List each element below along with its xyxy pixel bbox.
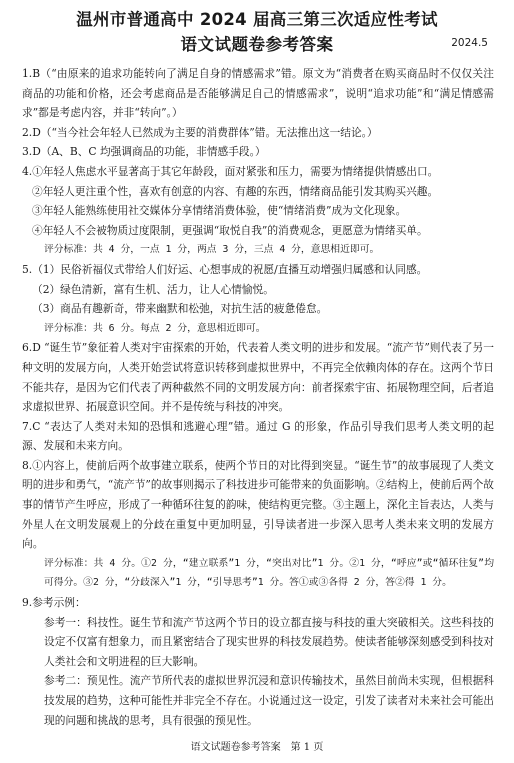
page-footer: 语文试题卷参考答案 第 1 页 [190,742,324,753]
answer-q5-point3: （3）商品有趣新奇，带来幽默和松弛，对抗生活的疲惫倦怠。 [32,302,328,316]
answer-q4-point1: 4.①年轻人焦虑水平显著高于其它年龄段，面对紧张和压力，需要为情绪提供情感出口。 [22,164,439,178]
answer-q2: 2.D（“当今社会年轻人已然成为主要的消费群体”错。无法推出这一结论。） [22,125,378,139]
answer-q4-point2: ②年轻人更注重个性，喜欢有创意的内容、有趣的东西，情绪商品能引发其购买兴趣。 [32,184,439,198]
answer-q4-point4: ④年轻人不会被物质过度限制，更强调“取悦自我”的消费观念，更愿意为情绪买单。 [32,223,428,237]
answer-q3: 3.D（A、B、C 均强调商品的功能，非情感手段。） [22,145,266,159]
scoring-q4: 评分标准：共 4 分，一点 1 分，两点 3 分，三点 4 分，意思相近即可。 [44,244,380,256]
answer-q9-reference1: 参考一：科技性。诞生节和流产节这两个节日的设立都直接与科技的重大突破相关。这些科技的设定不仅富有想象力，而且紧密结合了现实世界的科技发展趋势。使读者能够深刻感受到科技对人类社会和文明进程的巨大影响。 [44,615,494,668]
answer-q9-reference2: 参考二：预见性。流产节所代表的虚拟世界沉浸和意识传输技术，虽然目前尚未实现，但根据科技发展的趋势，这种可能性并非完全不存在。小说通过这一设定，引发了读者对未来社会可能出现的问题和挑战的思考，具有很强的预见性。 [44,674,494,727]
answer-q5-point1: 5.（1）民俗祈福仪式带给人们好运、心想事成的祝愿/直播互动增强归属感和认同感。 [22,262,428,276]
answer-q1: 1.B（“由原来的追求功能转向了满足自身的情感需求”错。原文为“消费者在购买商品时不仅仅关注商品的功能和价格，还会考虑商品是否能够满足自己的情感需求”，说明“追求功能”和“满足情感需求”都是考虑内容，并非“转向”。） [22,67,494,120]
exam-date: 2024.5 [451,37,488,49]
answer-q7: 7.C “表达了人类对未知的恐惧和逃避心理”错。通过 G 的形象，作品引导我们思考人类文明的起源、发展和未来方向。 [22,419,494,453]
scoring-q5: 评分标准：共 6 分。每点 2 分，意思相近即可。 [44,322,266,334]
answer-q9-heading: 9.参考示例： [22,596,86,610]
answer-q8: 8.①内容上，使前后两个故事建立联系，使两个节日的对比得到突显。“诞生节”的故事展现了人类文明的进步和勇气，“流产节”的故事则揭示了科技进步可能带来的负面影响。②结构上，使前后两个故事的情节产生呼应，形成了一种循环往复的韵味，使结构更完整。③主题上，深化主旨表达，人类与外星人在文明发展观上的分歧在重复中更加明显，引导读者进一步深入思考人类未来文明的发展方向。 [22,458,494,551]
answer-q6: 6.D “诞生节”象征着人类对宇宙探索的开始，代表着人类文明的进步和发展。“流产节”则代表了另一种文明的发展方向，人类开始尝试将意识转移到虚拟世界中，不再完全依赖肉体的存在。这两个节日不能共存，是因为它们代表了两种截然不同的文明发展方向：前者探索宇宙、拓展物理空间，后者追求虚拟世界、拓展意识空间。并不是传统与科技的冲突。 [22,341,494,414]
document-title: 温州市普通高中 2024 届高三第三次适应性考试 [76,10,438,29]
answer-body [22,64,494,730]
answer-q4-point3: ③年轻人能熟练使用社交媒体分享情绪消费体验，使“情绪消费”成为文化现象。 [32,204,407,218]
document-subtitle: 语文试题卷参考答案 [180,35,334,54]
answer-q5-point2: （2）绿色清新，富有生机、活力，让人心情愉悦。 [32,282,274,296]
scoring-q8: 评分标准：共 4 分。①2 分，“建立联系”1 分，“突出对比”1 分。②1 分，“呼应”或“循环往复”均可得分。③2 分，“分歧深入”1 分，“引导思考”1 分。答①或③各得 2 分，答②得 1 分。 [44,557,494,589]
